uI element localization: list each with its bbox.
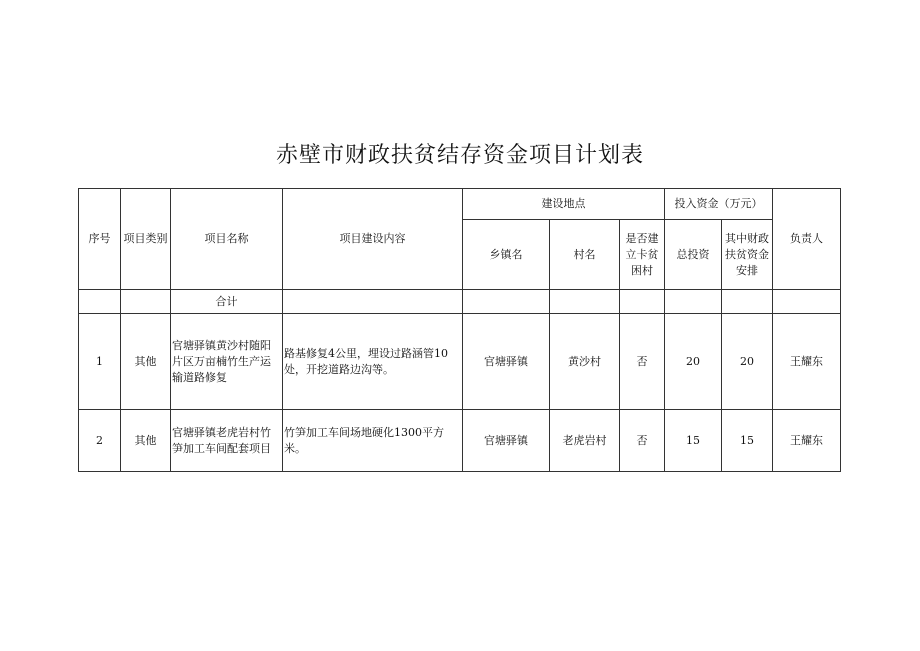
header-name: 项目名称 bbox=[171, 189, 283, 290]
row-category: 其他 bbox=[121, 314, 171, 410]
header-funds: 投入资金（万元） bbox=[665, 189, 773, 220]
total-cell bbox=[665, 290, 722, 314]
project-plan-table bbox=[78, 188, 841, 472]
total-cell bbox=[283, 290, 463, 314]
row-seq: 1 bbox=[79, 314, 121, 410]
row-village: 老虎岩村 bbox=[550, 410, 620, 472]
total-cell bbox=[550, 290, 620, 314]
row-total: 20 bbox=[665, 314, 722, 410]
total-label: 合计 bbox=[171, 290, 283, 314]
row-poor: 否 bbox=[620, 314, 665, 410]
total-cell bbox=[121, 290, 171, 314]
header-location: 建设地点 bbox=[463, 189, 665, 220]
row-category: 其他 bbox=[121, 410, 171, 472]
row-owner: 王耀东 bbox=[773, 410, 841, 472]
header-town: 乡镇名 bbox=[463, 220, 550, 290]
row-seq: 2 bbox=[79, 410, 121, 472]
total-cell bbox=[463, 290, 550, 314]
header-seq: 序号 bbox=[79, 189, 121, 290]
row-finance: 20 bbox=[722, 314, 773, 410]
total-cell bbox=[620, 290, 665, 314]
header-poor-village: 是否建立卡贫困村 bbox=[620, 220, 665, 290]
header-category: 项目类别 bbox=[121, 189, 171, 290]
header-village: 村名 bbox=[550, 220, 620, 290]
total-cell bbox=[79, 290, 121, 314]
row-finance: 15 bbox=[722, 410, 773, 472]
total-row bbox=[79, 290, 841, 314]
row-name: 官塘驿镇黄沙村随阳片区万亩楠竹生产运输道路修复 bbox=[171, 314, 283, 410]
table-row bbox=[79, 314, 841, 410]
row-town: 官塘驿镇 bbox=[463, 314, 550, 410]
row-village: 黄沙村 bbox=[550, 314, 620, 410]
table-row bbox=[79, 410, 841, 472]
row-poor: 否 bbox=[620, 410, 665, 472]
row-name: 官塘驿镇老虎岩村竹笋加工车间配套项目 bbox=[171, 410, 283, 472]
row-content: 路基修复4公里，埋设过路涵管10处，开挖道路边沟等。 bbox=[283, 314, 463, 410]
row-town: 官塘驿镇 bbox=[463, 410, 550, 472]
header-finance: 其中财政扶贫资金安排 bbox=[722, 220, 773, 290]
total-cell bbox=[773, 290, 841, 314]
total-cell bbox=[722, 290, 773, 314]
row-content: 竹笋加工车间场地硬化1300平方米。 bbox=[283, 410, 463, 472]
header-total: 总投资 bbox=[665, 220, 722, 290]
row-total: 15 bbox=[665, 410, 722, 472]
header-content: 项目建设内容 bbox=[283, 189, 463, 290]
document-title: 赤壁市财政扶贫结存资金项目计划表 bbox=[275, 143, 644, 168]
header-owner: 负责人 bbox=[773, 189, 841, 290]
row-owner: 王耀东 bbox=[773, 314, 841, 410]
